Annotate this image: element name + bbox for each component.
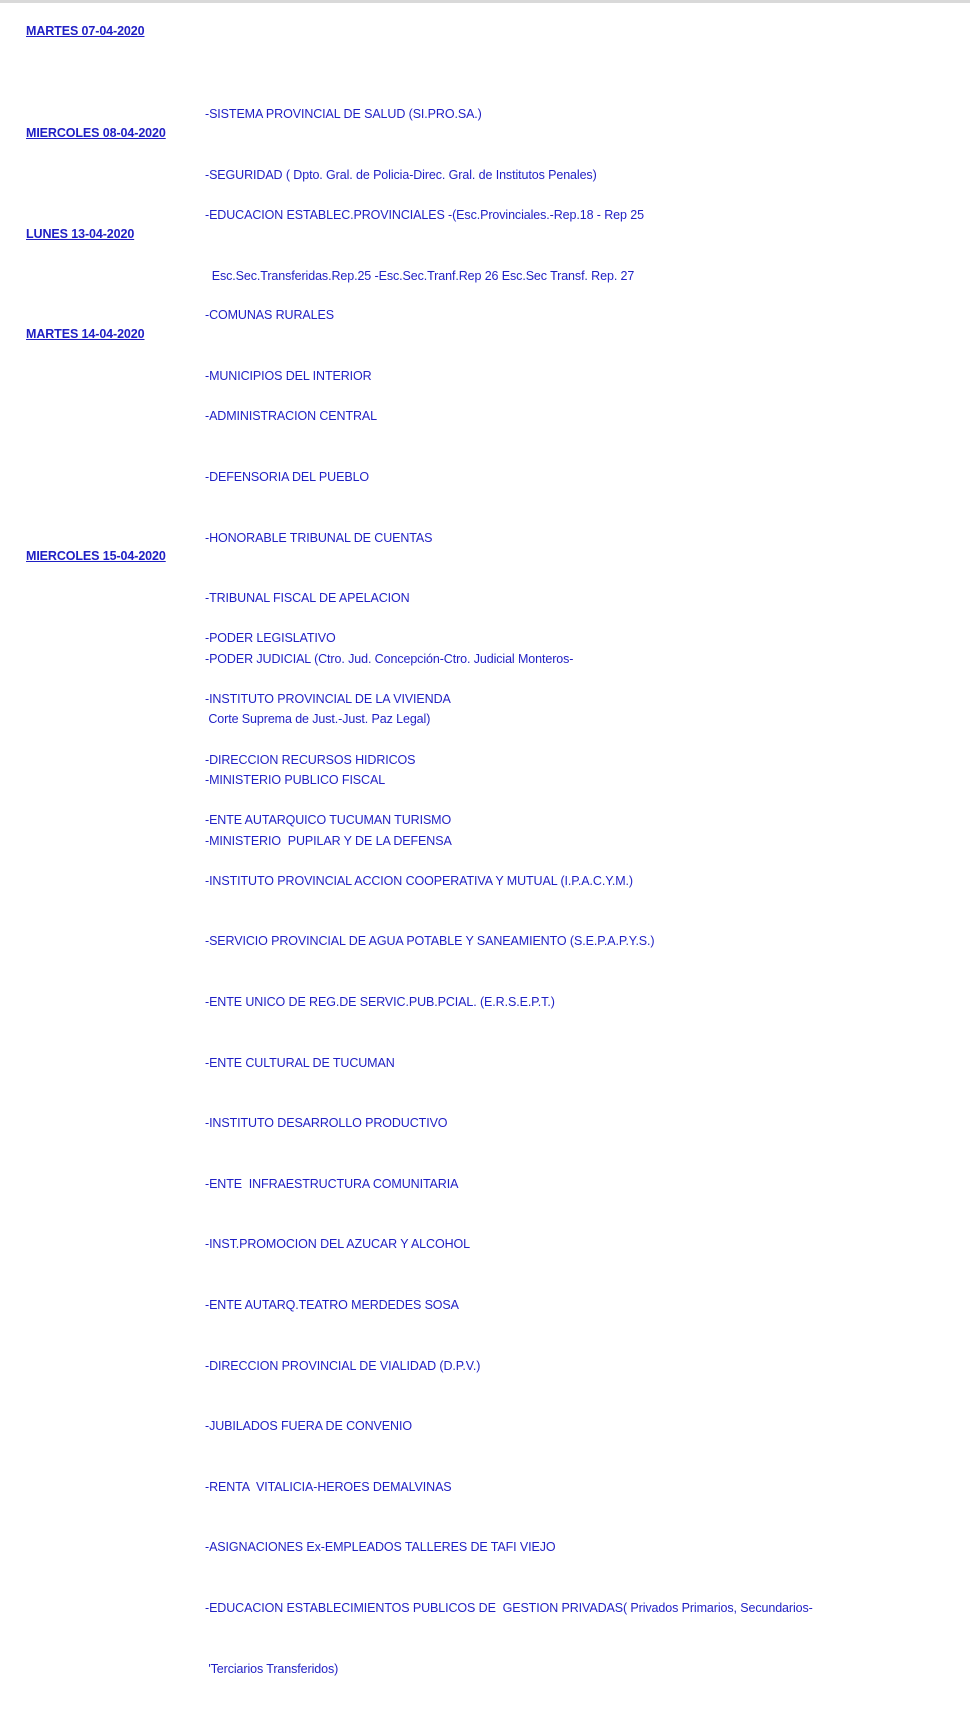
list-item: -SEGURIDAD ( Dpto. Gral. de Policia-Direc. Gral. de Institutos Penales): [205, 168, 597, 182]
list-item: -HONORABLE TRIBUNAL DE CUENTAS: [205, 530, 433, 545]
list-item: -ENTE AUTARQUICO TUCUMAN TURISMO: [205, 813, 452, 828]
list-item: -DIRECCION RECURSOS HIDRICOS: [205, 752, 416, 767]
section-date-miercoles-15: MIERCOLES 15-04-2020: [26, 549, 166, 563]
list-item: -SERVICIO PROVINCIAL DE AGUA POTABLE Y SANEAMIENTO (S.E.P.A.P.Y.S.): [205, 934, 655, 949]
section-date-miercoles-08: MIERCOLES 08-04-2020: [26, 126, 166, 140]
list-item: -ENTE UNICO DE REG.DE SERVIC.PUB.PCIAL. (E.R.S.E.P.T.): [205, 994, 555, 1009]
list-item: -INST.PROMOCION DEL AZUCAR Y ALCOHOL: [205, 1237, 470, 1252]
list-item: -SISTEMA PROVINCIAL DE SALUD (SI.PRO.SA.): [205, 107, 482, 122]
list-item: -ADMINISTRACION CENTRAL: [205, 409, 378, 424]
section-date-martes-07: MARTES 07-04-2020: [26, 24, 145, 38]
list-item: -MINISTERIO PUPILAR Y DE LA DEFENSA: [205, 833, 452, 848]
list-item: -RENTA VITALICIA-HEROES DEMALVINAS: [205, 1479, 452, 1494]
section-items-miercoles-15: [205, 588, 813, 1719]
list-item: -MINISTERIO PUBLICO FISCAL: [205, 772, 386, 787]
list-item: -TRIBUNAL FISCAL DE APELACION: [205, 591, 410, 606]
list-item: -ENTE CULTURAL DE TUCUMAN: [205, 1055, 395, 1070]
top-divider: [0, 0, 970, 3]
list-item: Esc.Sec.Transferidas.Rep.25 -Esc.Sec.Tranf.Rep 26 Esc.Sec Transf. Rep. 27: [205, 269, 635, 283]
list-item: -ENTE AUTARQ.TEATRO MERDEDES SOSA: [205, 1297, 459, 1312]
list-item: -MUNICIPIOS DEL INTERIOR: [205, 369, 372, 383]
list-item: -COMUNAS RURALES: [205, 308, 334, 323]
list-item: -EDUCACION ESTABLECIMIENTOS PUBLICOS DE GESTION PRIVADAS( Privados Primarios, Secundarios-: [205, 1600, 813, 1615]
section-date-martes-14: MARTES 14-04-2020: [26, 327, 145, 341]
list-item: -JUBILADOS FUERA DE CONVENIO: [205, 1419, 412, 1434]
list-item: -EDUCACION ESTABLEC.PROVINCIALES -(Esc.Provinciales.-Rep.18 - Rep 25: [205, 208, 644, 223]
list-item: -ASIGNACIONES Ex-EMPLEADOS TALLERES DE TAFI VIEJO: [205, 1540, 556, 1555]
list-item: -INSTITUTO PROVINCIAL DE LA VIVIENDA: [205, 692, 451, 706]
list-item: Corte Suprema de Just.-Just. Paz Legal): [205, 712, 431, 727]
section-date-lunes-13: LUNES 13-04-2020: [26, 227, 135, 241]
list-item: -DEFENSORIA DEL PUEBLO: [205, 470, 370, 484]
list-item: -INSTITUTO PROVINCIAL ACCION COOPERATIVA Y MUTUAL (I.P.A.C.Y.M.): [205, 873, 633, 888]
list-item: -INSTITUTO DESARROLLO PRODUCTIVO: [205, 1116, 448, 1131]
list-item: -DIRECCION PROVINCIAL DE VIALIDAD (D.P.V.): [205, 1358, 481, 1373]
list-item: 'Terciarios Transferidos): [205, 1661, 339, 1676]
list-item: -PODER JUDICIAL (Ctro. Jud. Concepción-Ctro. Judicial Monteros-: [205, 651, 574, 666]
list-item: -PODER LEGISLATIVO: [205, 631, 336, 646]
list-item: -ENTE INFRAESTRUCTURA COMUNITARIA: [205, 1176, 459, 1191]
